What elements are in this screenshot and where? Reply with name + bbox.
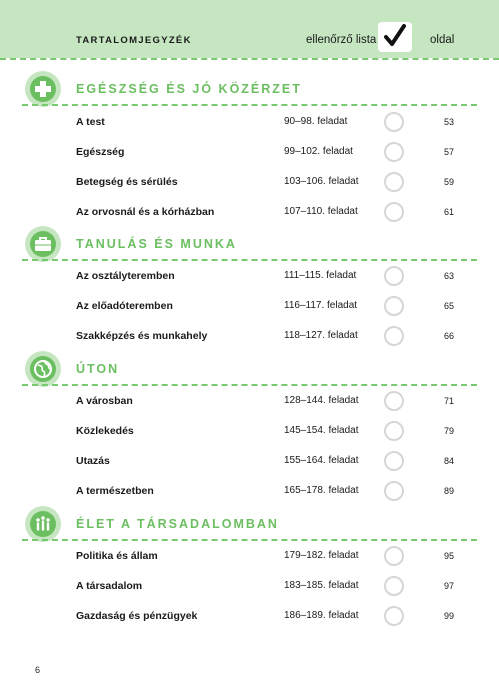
checklist-circle[interactable] (384, 421, 404, 441)
page-number: 97 (443, 581, 454, 591)
page-number: 89 (443, 486, 454, 496)
section-title-travel: ÚTON (76, 362, 120, 376)
topic-label: A test (76, 116, 105, 128)
list-item (0, 421, 499, 445)
list-item (0, 546, 499, 570)
list-item (0, 326, 499, 350)
task-range: 99–102. feladat (284, 146, 353, 157)
checklist-circle[interactable] (384, 266, 404, 286)
task-range: 145–154. feladat (284, 425, 359, 436)
task-range: 107–110. feladat (284, 206, 358, 217)
page-column-label: oldal (430, 34, 455, 46)
checklist-circle[interactable] (384, 296, 404, 316)
page-number: 61 (443, 207, 454, 217)
checklist-circle[interactable] (384, 606, 404, 626)
topic-label: Utazás (76, 455, 110, 467)
section-title-society: ÉLET A TÁRSADALOMBAN (76, 517, 279, 531)
topic-label: A társadalom (76, 580, 143, 592)
topic-label: Az orvosnál és a kórházban (76, 206, 215, 218)
footer-page-number: 6 (35, 665, 41, 675)
list-item (0, 142, 499, 166)
task-range: 128–144. feladat (284, 395, 359, 406)
topic-label: A természetben (76, 485, 154, 497)
page-number: 95 (443, 551, 454, 561)
task-range: 103–106. feladat (284, 176, 359, 187)
topic-label: Gazdaság és pénzügyek (76, 610, 198, 622)
checklist-circle[interactable] (384, 546, 404, 566)
topic-label: Az osztályteremben (76, 270, 175, 282)
task-range: 179–182. feladat (284, 550, 359, 561)
list-item (0, 576, 499, 600)
task-range: 155–164. feladat (284, 455, 359, 466)
checklist-circle[interactable] (384, 172, 404, 192)
list-item (0, 451, 499, 475)
checklist-circle[interactable] (384, 391, 404, 411)
checklist-circle[interactable] (384, 451, 404, 471)
section-divider (22, 384, 477, 386)
medical-cross-icon (25, 71, 61, 107)
task-range: 165–178. feladat (284, 485, 359, 496)
header-divider (0, 58, 499, 60)
topic-label: Politika és állam (76, 550, 158, 562)
list-item (0, 202, 499, 226)
page-number: 57 (443, 147, 454, 157)
header-bar (0, 0, 499, 58)
page-number: 65 (443, 301, 454, 311)
list-item (0, 172, 499, 196)
section-title-work: TANULÁS ÉS MUNKA (76, 237, 237, 251)
contents-title: TARTALOMJEGYZÉK (76, 35, 192, 46)
page-number: 71 (443, 396, 454, 406)
globe-icon (25, 351, 61, 387)
checklist-circle[interactable] (384, 142, 404, 162)
section-divider (22, 259, 477, 261)
page-number: 66 (443, 331, 454, 341)
topic-label: Betegség és sérülés (76, 176, 178, 188)
topic-label: Közlekedés (76, 425, 134, 437)
topic-label: A városban (76, 395, 133, 407)
task-range: 116–117. feladat (284, 300, 358, 311)
page-number: 59 (443, 177, 454, 187)
checkmark-icon (378, 22, 412, 52)
checklist-circle[interactable] (384, 326, 404, 346)
page-number: 99 (443, 611, 454, 621)
list-item (0, 112, 499, 136)
list-item (0, 481, 499, 505)
page-number: 63 (443, 271, 454, 281)
task-range: 90–98. feladat (284, 116, 348, 127)
task-range: 186–189. feladat (284, 610, 359, 621)
list-item (0, 296, 499, 320)
checklist-label: ellenőrző lista (306, 34, 377, 46)
task-range: 118–127. feladat (284, 330, 358, 341)
checklist-circle[interactable] (384, 112, 404, 132)
task-range: 111–115. feladat (284, 270, 357, 281)
topic-label: Egészség (76, 146, 125, 158)
section-divider (22, 104, 477, 106)
page-number: 79 (443, 426, 454, 436)
checklist-circle[interactable] (384, 481, 404, 501)
list-item (0, 606, 499, 630)
section-title-health: EGÉSZSÉG ÉS JÓ KÖZÉRZET (76, 82, 302, 96)
section-divider (22, 539, 477, 541)
page-number: 53 (443, 117, 454, 127)
checklist-circle[interactable] (384, 576, 404, 596)
checklist-circle[interactable] (384, 202, 404, 222)
list-item (0, 391, 499, 415)
topic-label: Az előadóteremben (76, 300, 173, 312)
page-number: 84 (443, 456, 454, 466)
briefcase-icon (25, 226, 61, 262)
list-item (0, 266, 499, 290)
topic-label: Szakképzés és munkahely (76, 330, 208, 342)
people-icon (25, 506, 61, 542)
task-range: 183–185. feladat (284, 580, 359, 591)
